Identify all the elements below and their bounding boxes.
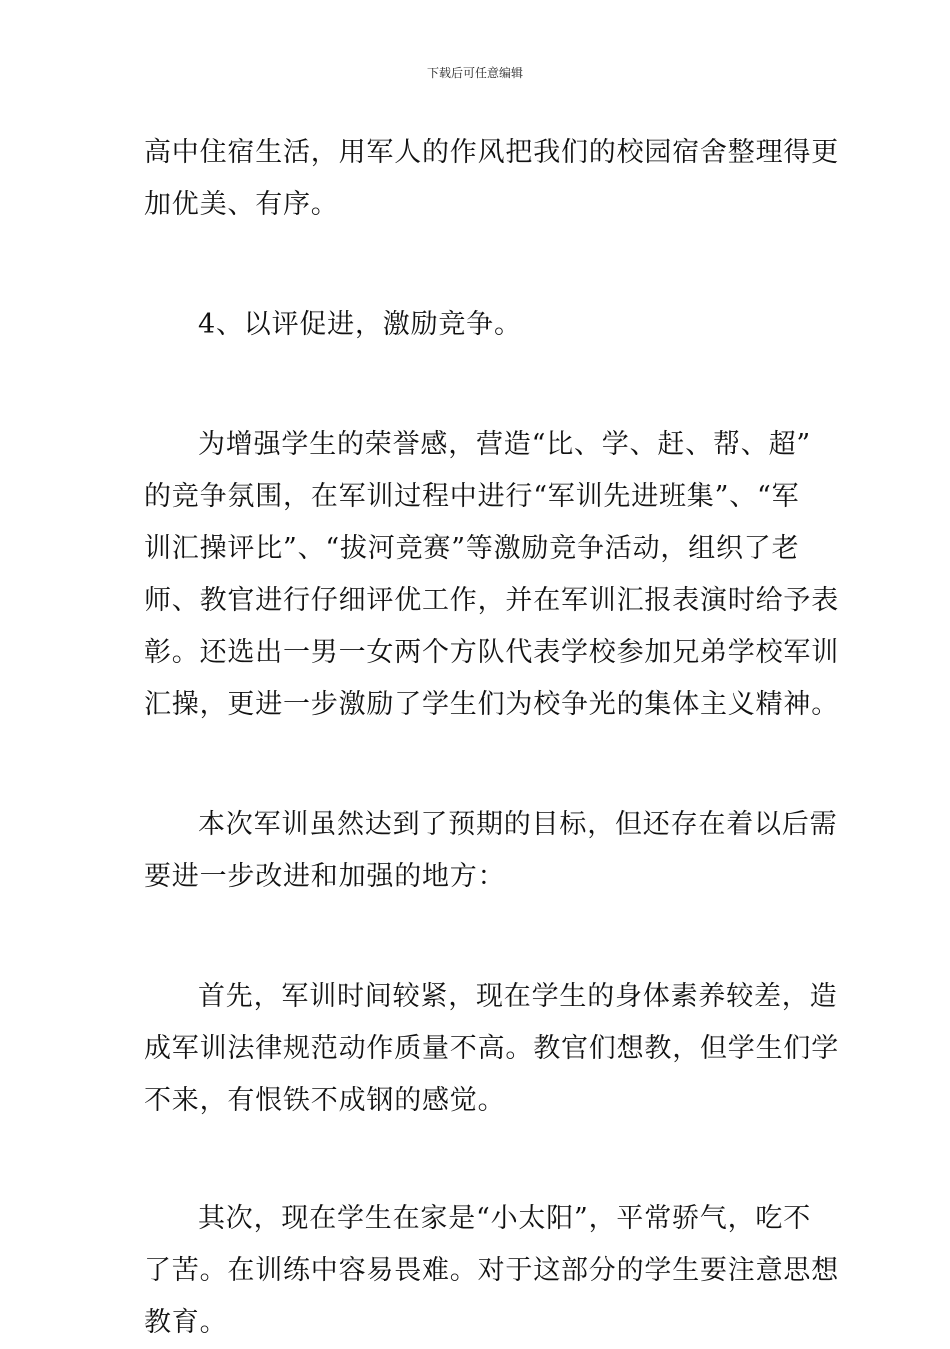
page-header-note: 下载后可任意编辑: [426, 66, 523, 80]
text-line: 首先，军训时间较紧，现在学生的身体素养较差，造: [198, 981, 838, 1012]
paragraph-summary: [144, 799, 838, 903]
text-line: 汇操，更进一步激励了学生们为校争光的集体主义精神。: [144, 689, 839, 720]
text-line: 教育。: [144, 1307, 228, 1338]
text-line: 其次，现在学生在家是“小太阳”，平常骄气，吃不: [198, 1203, 812, 1234]
text-line: 4、以评促进，激励竞争。: [198, 309, 522, 340]
text-line: 师、教官进行仔细评优工作，并在军训汇报表演时给予表: [144, 585, 839, 616]
text-line: 彰。还选出一男一女两个方队代表学校参加兄弟学校军训: [144, 637, 839, 668]
text-line: 加优美、有序。: [144, 189, 339, 220]
text-line: 的竞争氛围，在军训过程中进行“军训先进班集”、“军: [144, 481, 800, 512]
paragraph-first-issue: [144, 971, 839, 1127]
text-line: 成军训法律规范动作质量不高。教官们想教，但学生们学: [144, 1033, 839, 1064]
document-body: [144, 127, 839, 1349]
paragraph-spacer: [144, 731, 812, 799]
text-line: 本次军训虽然达到了预期的目标，但还存在着以后需: [198, 809, 838, 840]
paragraph-second-issue: [144, 1193, 839, 1349]
paragraph-dormitory: [144, 127, 839, 231]
paragraph-spacer: [144, 903, 812, 971]
text-line: 了苦。在训练中容易畏难。对于这部分的学生要注意思想: [144, 1255, 839, 1286]
text-line: 训汇操评比”、“拔河竞赛”等激励竞争活动，组织了老: [144, 533, 800, 564]
text-line: 要进一步改进和加强的地方：: [144, 861, 506, 892]
section-heading-4: [144, 299, 812, 351]
text-line: 不来，有恨铁不成钢的感觉。: [144, 1085, 506, 1116]
text-line: 为增强学生的荣誉感，营造“比、学、赶、帮、超”: [198, 429, 812, 460]
paragraph-honor: [144, 419, 839, 731]
paragraph-spacer: [144, 351, 812, 419]
text-line: 高中住宿生活，用军人的作风把我们的校园宿舍整理得更: [144, 137, 839, 168]
paragraph-spacer: [144, 231, 812, 299]
paragraph-spacer: [144, 1127, 812, 1193]
